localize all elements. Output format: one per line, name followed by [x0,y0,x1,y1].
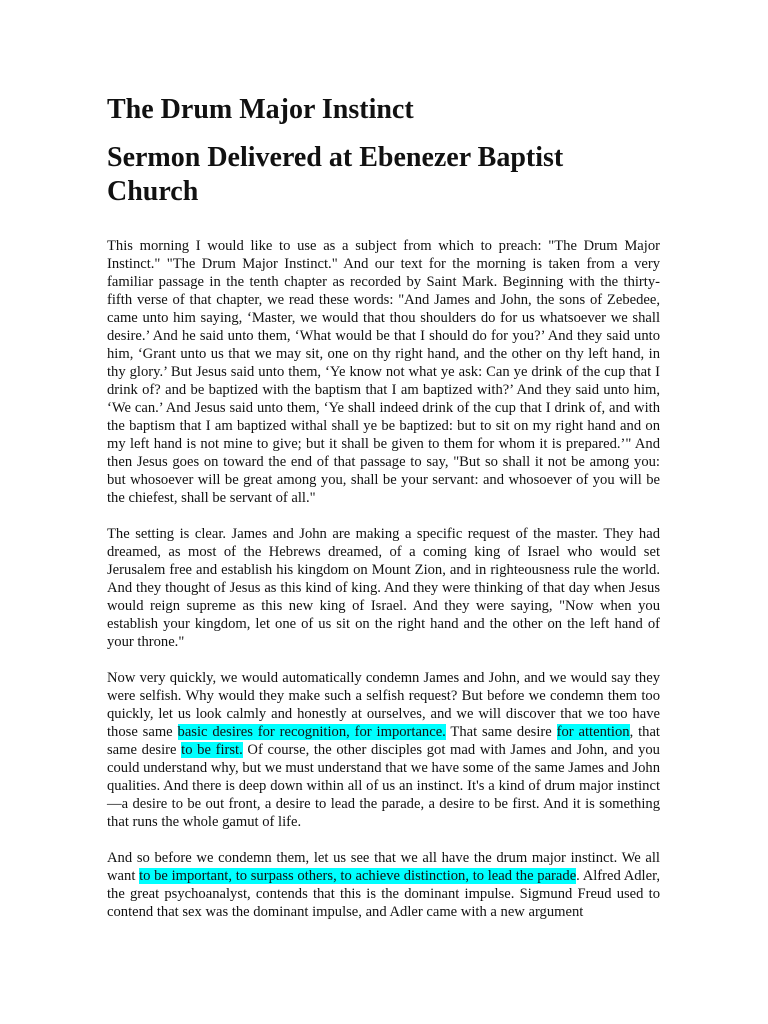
paragraph-3-text-d: Of course, the other disciples got mad with James and John, and you could understand why, but we must understand that we have some of the same James and John qualities. And there is deep down within all of us an instinct. It's a kind of drum major instinct—a desire to be out front, a desire to lead the parade, a desire to be first. And it is something that runs the whole gamut of life. [107,742,660,830]
paragraph-3-text-b: That same desire [445,724,557,740]
paragraph-3-text-c: , that same desire [107,724,660,758]
paragraph-4-text-a: And so before we condemn them, let us see that we all have the drum major instinct. We all want [107,850,660,884]
paragraph-4-text-b: . Alfred Adler, the great psychoanalyst, contends that this is the dominant impulse. Sigmund Freud used to contend that sex was the dominant impulse, and Adler came with a new argument [107,868,660,920]
highlight-recognition: basic desires for recognition, for importance. [177,724,446,740]
document-subtitle: Sermon Delivered at Ebenezer Baptist Church [107,142,564,207]
paragraph-1: This morning I would like to use as a subject from which to preach: "The Drum Major Instinct." "The Drum Major Instinct." And our text for the morning is taken from a very familiar passage in the tenth chapter as recorded by Saint Mark. Beginning with the thirty-fifth verse of that chapter, we read these words: "And James and John, the sons of Zebedee, came unto him saying, ‘Master, we would that thou shoulders do for us whatsoever we shall desire.’ And he said unto them, ‘What would be that I should do for you?’ And they said unto him, ‘Grant unto us that we may sit, one on thy right hand, and the other on thy left hand, in thy glory.’ But Jesus said unto them, ‘Ye know not what ye ask: Can ye drink of the cup that I drink of? and be baptized with the baptism that I am baptized with?’ And they said unto him, ‘We can.’ And Jesus said unto them, ‘Ye shall indeed drink of the cup that I drink of, and with the baptism that I am baptized withal shall ye be baptized: but to sit on my right hand and on my left hand is not mine to give; but it shall be given to them for whom it is prepared.’" And then Jesus goes on toward the end of that passage to say, "But so shall it not be among you: but whosoever will be great among you, shall be your servant: and whosoever of you will be the chiefest, shall be servant of all." [107,238,660,506]
document-content [107,93,660,921]
paragraph-3 [107,669,660,831]
paragraph-2: The setting is clear. James and John are making a specific request of the master. They had dreamed, as most of the Hebrews dreamed, of a coming king of Israel who would set Jerusalem free and establish his kingdom on Mount Zion, and in righteousness rule the world. And they thought of Jesus as this kind of king. And they were thinking of that day when Jesus would reign supreme as this new king of Israel. And they were saying, "Now when you establish your kingdom, let one of us sit on the right hand and the other on the left hand of your throne." [107,526,660,650]
document-body [107,237,660,921]
highlight-first: to be first. [181,742,243,758]
document-title: The Drum Major Instinct [107,94,414,125]
highlight-attention: for attention [556,724,630,740]
highlight-important: to be important, to surpass others, to achieve distinction, to lead the parade [139,868,577,884]
paragraph-3-text-a: Now very quickly, we would automatically condemn James and John, and we would say they were selfish. Why would they make such a selfish request? But before we condemn them too quickly, let us look calmly and honestly at ourselves, and we will discover that we too have those same [107,670,660,740]
paragraph-4 [107,849,660,921]
